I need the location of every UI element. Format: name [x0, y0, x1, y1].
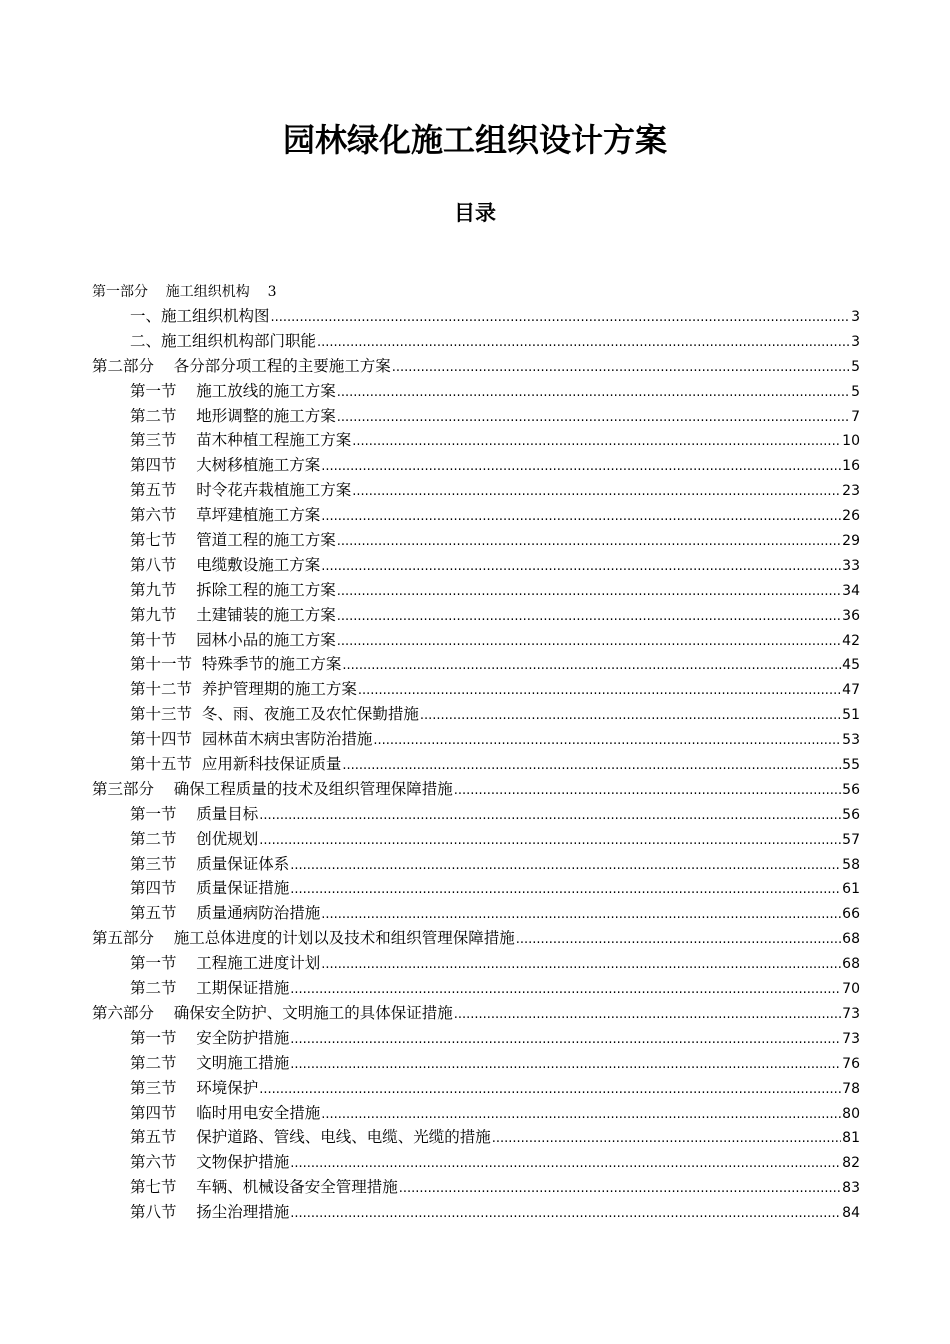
toc-dot-leader [516, 928, 841, 953]
toc-page-number: 66 [842, 906, 860, 923]
toc-part-entry[interactable] [92, 777, 860, 802]
toc-entry-label: 第三节 环境保护 [130, 1078, 259, 1097]
toc-page-number: 3 [851, 333, 860, 350]
toc-page-number: 47 [842, 682, 860, 699]
toc-section-entry[interactable] [92, 1101, 860, 1126]
toc-page-number: 78 [842, 1080, 860, 1097]
toc-section-entry[interactable] [92, 1200, 860, 1225]
toc-entry-label: 第八节 电缆敷设施工方案 [130, 555, 321, 574]
toc-page-number: 56 [842, 781, 860, 798]
toc-entry-label: 第三部分 确保工程质量的技术及组织管理保障措施 [92, 779, 453, 798]
toc-page-number: 33 [842, 557, 860, 574]
toc-part-entry[interactable] [92, 926, 860, 951]
toc-page-number: 82 [842, 1155, 860, 1172]
toc-page-number: 45 [842, 657, 860, 674]
toc-section-entry[interactable] [92, 603, 860, 628]
toc-dot-leader [290, 1152, 841, 1177]
toc-page-number: 29 [842, 533, 860, 550]
toc-page-number: 42 [842, 632, 860, 649]
toc-section-entry[interactable] [92, 478, 860, 503]
toc-dot-leader [337, 580, 841, 605]
toc-section-entry[interactable] [92, 1026, 860, 1051]
toc-section-entry[interactable] [92, 752, 860, 777]
toc-section-entry[interactable] [92, 578, 860, 603]
toc-entry-label: 第一节 工程施工进度计划 [130, 954, 321, 973]
toc-entry-label: 第九节 土建铺装的施工方案 [130, 605, 336, 624]
toc-section-entry[interactable] [92, 901, 860, 926]
toc-section-entry[interactable] [92, 702, 860, 727]
toc-entry-label: 第二节 文明施工措施 [130, 1053, 290, 1072]
toc-entry-label: 第十四节 园林苗木病虫害防治措施 [130, 730, 373, 749]
toc-dot-leader [399, 1177, 841, 1202]
toc-dot-leader [259, 1078, 841, 1103]
toc-entry-label: 第二节 工期保证措施 [130, 979, 290, 998]
toc-entry-label: 第六部分 确保安全防护、文明施工的具体保证措施 [92, 1003, 453, 1022]
toc-section-entry[interactable] [92, 628, 860, 653]
toc-page-number: 26 [842, 508, 860, 525]
toc-heading: 目录 [454, 201, 496, 225]
toc-page-number: 68 [842, 931, 860, 948]
toc-section-entry[interactable] [92, 951, 860, 976]
toc-entry-label: 第十节 园林小品的施工方案 [130, 630, 336, 649]
toc-page-number: 10 [842, 433, 860, 450]
toc-section-entry[interactable] [92, 652, 860, 677]
toc-section-entry[interactable] [92, 404, 860, 429]
toc-dot-leader [454, 779, 841, 804]
toc-entry-label: 第一节 质量目标 [130, 804, 259, 823]
toc-section-entry[interactable] [92, 329, 860, 354]
toc-section-entry[interactable] [92, 553, 860, 578]
toc-dot-leader [337, 381, 850, 406]
toc-dot-leader [358, 679, 841, 704]
toc-dot-leader [317, 331, 850, 356]
toc-dot-leader [290, 978, 841, 1003]
toc-dot-leader [290, 878, 841, 903]
toc-page-number: 80 [842, 1105, 860, 1122]
toc-dot-leader [321, 455, 841, 480]
toc-dot-leader [337, 605, 841, 630]
toc-section-entry[interactable] [92, 1125, 860, 1150]
toc-section-entry[interactable] [92, 528, 860, 553]
toc-dot-leader [321, 903, 841, 928]
toc-page-number: 83 [842, 1180, 860, 1197]
toc-entry-label: 第五节 时令花卉栽植施工方案 [130, 481, 352, 500]
toc-section-entry[interactable] [92, 852, 860, 877]
toc-section-entry[interactable] [92, 304, 860, 329]
toc-section-entry[interactable] [92, 976, 860, 1001]
toc-page-number: 58 [842, 856, 860, 873]
document-title: 园林绿化施工组织设计方案 [282, 121, 667, 159]
toc-entry-label: 第二节 创优规划 [130, 829, 259, 848]
toc-section-entry[interactable] [92, 503, 860, 528]
table-of-contents [92, 280, 860, 1225]
toc-dot-leader [271, 306, 851, 331]
toc-entry-label: 第五节 质量通病防治措施 [130, 904, 321, 923]
toc-entry-label: 第六节 文物保护措施 [130, 1153, 290, 1172]
toc-dot-leader [337, 630, 841, 655]
toc-entry-label: 第十一节 特殊季节的施工方案 [130, 655, 342, 674]
toc-dot-leader [259, 829, 841, 854]
toc-page-number: 34 [842, 582, 860, 599]
toc-page-number: 3 [851, 309, 860, 325]
toc-entry-label: 第一节 施工放线的施工方案 [130, 381, 336, 400]
toc-section-entry[interactable] [92, 876, 860, 901]
toc-dot-leader [492, 1127, 841, 1152]
toc-section-entry[interactable] [92, 428, 860, 453]
toc-entry-label: 第七节 管道工程的施工方案 [130, 531, 336, 550]
toc-page-number: 7 [851, 408, 860, 425]
toc-entry-label: 第七节 车辆、机械设备安全管理措施 [130, 1178, 398, 1197]
toc-dot-leader [290, 1053, 841, 1078]
toc-dot-leader [290, 1202, 841, 1227]
toc-section-entry[interactable] [92, 1076, 860, 1101]
toc-dot-leader [337, 406, 850, 431]
toc-entry-label: 第三节 质量保证体系 [130, 854, 290, 873]
toc-dot-leader [321, 555, 841, 580]
toc-entry-label: 第十三节 冬、雨、夜施工及农忙保勤措施 [130, 705, 419, 724]
toc-dot-leader [352, 480, 841, 505]
toc-entry-label: 二、施工组织机构部门职能 [130, 331, 317, 350]
toc-entry-label: 第九节 拆除工程的施工方案 [130, 580, 336, 599]
toc-section-entry[interactable] [92, 1051, 860, 1076]
toc-page-number: 5 [851, 383, 860, 400]
toc-page-number: 53 [842, 732, 860, 749]
toc-page-number: 57 [842, 831, 860, 848]
toc-page-number: 5 [851, 358, 860, 375]
toc-page-number: 76 [842, 1055, 860, 1072]
toc-dot-leader [321, 505, 841, 530]
toc-dot-leader [352, 430, 841, 455]
toc-page-number: 84 [842, 1205, 860, 1222]
toc-entry-label: 第四节 质量保证措施 [130, 879, 290, 898]
toc-part-entry[interactable] [92, 354, 860, 379]
toc-entry-label: 第二节 地形调整的施工方案 [130, 406, 336, 425]
toc-entry-label: 第四节 大树移植施工方案 [130, 456, 321, 475]
toc-page-number: 68 [842, 956, 860, 973]
toc-section-entry[interactable] [92, 727, 860, 752]
toc-page-number: 73 [842, 1005, 860, 1022]
toc-dot-leader [420, 704, 841, 729]
toc-dot-leader [373, 729, 841, 754]
toc-dot-leader [321, 1103, 841, 1128]
toc-part-one-heading[interactable]: 第一部分 施工组织机构 3 [92, 284, 277, 300]
toc-entry-label: 一、施工组织机构图 [130, 307, 270, 325]
toc-section-entry[interactable] [92, 1175, 860, 1200]
toc-dot-leader [342, 654, 841, 679]
toc-entry-label: 第十二节 养护管理期的施工方案 [130, 680, 357, 699]
toc-page-number: 16 [842, 458, 860, 475]
toc-entry-label: 第二部分 各分部分项工程的主要施工方案 [92, 356, 391, 375]
toc-entry-label: 第五部分 施工总体进度的计划以及技术和组织管理保障措施 [92, 929, 515, 948]
toc-section-entry[interactable] [92, 453, 860, 478]
toc-dot-leader [290, 1028, 841, 1053]
toc-section-entry[interactable] [92, 677, 860, 702]
toc-section-entry[interactable] [92, 379, 860, 404]
toc-entry-label: 第六节 草坪建植施工方案 [130, 506, 321, 525]
toc-page-number: 51 [842, 707, 860, 724]
toc-dot-leader [321, 953, 841, 978]
toc-page-number: 70 [842, 981, 860, 998]
toc-entry-list [92, 304, 860, 1225]
toc-entry-label: 第五节 保护道路、管线、电线、电缆、光缆的措施 [130, 1128, 491, 1147]
toc-page-number: 61 [842, 881, 860, 898]
toc-entry-label: 第八节 扬尘治理措施 [130, 1203, 290, 1222]
toc-page-number: 56 [842, 806, 860, 823]
toc-section-entry[interactable] [92, 827, 860, 852]
toc-page-number: 73 [842, 1030, 860, 1047]
toc-page-number: 81 [842, 1130, 860, 1147]
toc-page-number: 55 [842, 757, 860, 774]
toc-entry-label: 第十五节 应用新科技保证质量 [130, 755, 342, 774]
toc-page-number: 23 [842, 483, 860, 500]
toc-dot-leader [290, 854, 841, 879]
toc-dot-leader [454, 1003, 841, 1028]
toc-dot-leader [392, 356, 850, 381]
toc-entry-label: 第三节 苗木种植工程施工方案 [130, 431, 352, 450]
toc-section-entry[interactable] [92, 802, 860, 827]
toc-section-entry[interactable] [92, 1150, 860, 1175]
toc-dot-leader [259, 804, 841, 829]
toc-dot-leader [337, 530, 841, 555]
toc-dot-leader [342, 754, 841, 779]
toc-entry-label: 第四节 临时用电安全措施 [130, 1103, 321, 1122]
toc-part-entry[interactable] [92, 1001, 860, 1026]
toc-entry-label: 第一节 安全防护措施 [130, 1028, 290, 1047]
toc-page-number: 36 [842, 607, 860, 624]
